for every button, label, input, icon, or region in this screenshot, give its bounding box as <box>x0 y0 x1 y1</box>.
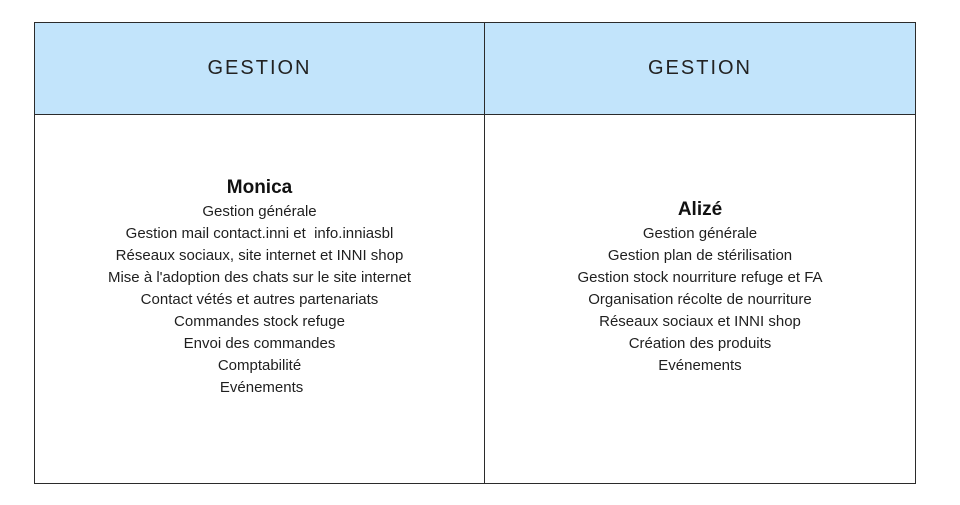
task-item: Gestion stock nourriture refuge et FA <box>577 269 823 286</box>
task-item: Réseaux sociaux, site internet et INNI shop <box>115 247 404 264</box>
task-item: Réseaux sociaux et INNI shop <box>599 313 801 330</box>
task-item: Création des produits <box>628 335 772 352</box>
task-item: Evénements <box>215 379 304 396</box>
task-item: Commandes stock refuge <box>174 313 345 330</box>
task-item: Contact vétés et autres partenariats <box>140 291 379 308</box>
column-header-left: GESTION <box>35 23 485 115</box>
task-item: Gestion générale <box>642 225 758 242</box>
roles-table <box>34 22 916 484</box>
column-header-right: GESTION <box>485 23 915 115</box>
person-name: Alizé <box>677 199 723 220</box>
task-item: Envoi des commandes <box>183 335 336 352</box>
person-name: Monica <box>226 177 293 198</box>
task-item: Gestion générale <box>202 203 317 220</box>
task-item: Organisation récolte de nourriture <box>588 291 812 308</box>
monica-cell <box>35 115 485 483</box>
alize-cell <box>485 115 915 483</box>
task-item: Comptabilité <box>217 357 302 374</box>
task-item: Gestion plan de stérilisation <box>607 247 793 264</box>
task-item: Gestion mail contact.inni et info.inniasbl <box>125 225 394 242</box>
task-item: Mise à l'adoption des chats sur le site internet <box>107 269 412 286</box>
task-item: Evénements <box>658 357 742 374</box>
